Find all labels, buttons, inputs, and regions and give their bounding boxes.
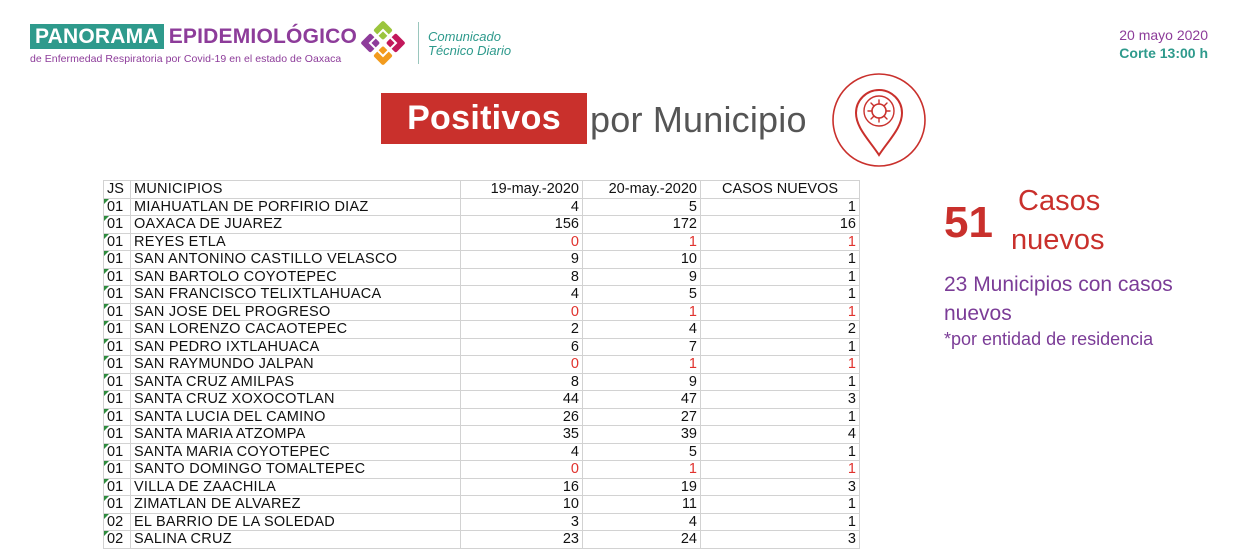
cell-casos-nuevos: 4 bbox=[701, 426, 860, 444]
table-row bbox=[104, 426, 860, 444]
cell-js: 01 bbox=[104, 443, 131, 461]
cell-19-may: 26 bbox=[461, 408, 583, 426]
table-row bbox=[104, 391, 860, 409]
table-row bbox=[104, 356, 860, 374]
cell-js: 01 bbox=[104, 461, 131, 479]
title-highlight: Positivos bbox=[381, 93, 587, 144]
cell-municipio: OAXACA DE JUAREZ bbox=[131, 216, 461, 234]
cell-js: 02 bbox=[104, 513, 131, 531]
date-block bbox=[1119, 26, 1208, 62]
table-row bbox=[104, 496, 860, 514]
report-corte: Corte 13:00 h bbox=[1119, 45, 1208, 61]
cell-19-may: 8 bbox=[461, 268, 583, 286]
table-row bbox=[104, 338, 860, 356]
comunicado-line1: Comunicado bbox=[428, 29, 501, 44]
cell-20-may: 172 bbox=[583, 216, 701, 234]
cell-20-may: 1 bbox=[583, 461, 701, 479]
cell-20-may: 5 bbox=[583, 443, 701, 461]
cell-js: 01 bbox=[104, 478, 131, 496]
cell-19-may: 23 bbox=[461, 531, 583, 549]
brand-block bbox=[30, 24, 357, 65]
cell-19-may: 16 bbox=[461, 478, 583, 496]
cell-casos-nuevos: 1 bbox=[701, 268, 860, 286]
brand-panorama: PANORAMA bbox=[30, 24, 164, 49]
cell-municipio: SAN LORENZO CACAOTEPEC bbox=[131, 321, 461, 339]
cell-municipio: SAN JOSE DEL PROGRESO bbox=[131, 303, 461, 321]
cell-municipio: SANTA CRUZ XOXOCOTLAN bbox=[131, 391, 461, 409]
cell-20-may: 9 bbox=[583, 268, 701, 286]
cell-19-may: 0 bbox=[461, 233, 583, 251]
data-table bbox=[103, 180, 860, 549]
cell-19-may: 35 bbox=[461, 426, 583, 444]
cell-20-may: 9 bbox=[583, 373, 701, 391]
cell-casos-nuevos: 2 bbox=[701, 321, 860, 339]
cell-casos-nuevos: 1 bbox=[701, 233, 860, 251]
brand-epidemiologico: EPIDEMIOLÓGICO bbox=[168, 24, 358, 48]
new-cases-count: 51 bbox=[944, 198, 993, 247]
cell-js: 01 bbox=[104, 321, 131, 339]
cell-js: 01 bbox=[104, 303, 131, 321]
cell-casos-nuevos: 1 bbox=[701, 338, 860, 356]
title-rest: por Municipio bbox=[590, 99, 807, 140]
cell-19-may: 2 bbox=[461, 321, 583, 339]
cell-20-may: 27 bbox=[583, 408, 701, 426]
cell-20-may: 10 bbox=[583, 251, 701, 269]
cell-js: 02 bbox=[104, 531, 131, 549]
report-date: 20 mayo 2020 bbox=[1119, 27, 1208, 43]
colored-diamonds-logo-icon bbox=[358, 18, 408, 73]
cell-js: 01 bbox=[104, 198, 131, 216]
cell-20-may: 1 bbox=[583, 303, 701, 321]
table-row bbox=[104, 216, 860, 234]
cell-municipio: SAN RAYMUNDO JALPAN bbox=[131, 356, 461, 374]
cell-casos-nuevos: 1 bbox=[701, 286, 860, 304]
cell-casos-nuevos: 1 bbox=[701, 513, 860, 531]
cell-js: 01 bbox=[104, 391, 131, 409]
cell-js: 01 bbox=[104, 268, 131, 286]
casos-label: Casos bbox=[1018, 185, 1101, 217]
cell-19-may: 0 bbox=[461, 303, 583, 321]
cell-19-may: 6 bbox=[461, 338, 583, 356]
cell-19-may: 9 bbox=[461, 251, 583, 269]
cell-js: 01 bbox=[104, 496, 131, 514]
comunicado-label bbox=[428, 30, 511, 58]
header-divider bbox=[418, 22, 419, 64]
table-row bbox=[104, 268, 860, 286]
cell-20-may: 7 bbox=[583, 338, 701, 356]
cell-js: 01 bbox=[104, 356, 131, 374]
cell-19-may: 3 bbox=[461, 513, 583, 531]
cell-casos-nuevos: 16 bbox=[701, 216, 860, 234]
cell-municipio: SANTA CRUZ AMILPAS bbox=[131, 373, 461, 391]
cell-casos-nuevos: 1 bbox=[701, 496, 860, 514]
virus-location-pin-icon bbox=[830, 71, 928, 174]
cell-casos-nuevos: 3 bbox=[701, 478, 860, 496]
cell-19-may: 10 bbox=[461, 496, 583, 514]
col-header-casos-nuevos: CASOS NUEVOS bbox=[701, 181, 860, 199]
comunicado-line2: Técnico Diario bbox=[428, 43, 512, 58]
cell-municipio: SANTA MARIA ATZOMPA bbox=[131, 426, 461, 444]
cell-casos-nuevos: 1 bbox=[701, 251, 860, 269]
cell-casos-nuevos: 1 bbox=[701, 408, 860, 426]
cell-20-may: 47 bbox=[583, 391, 701, 409]
cell-casos-nuevos: 1 bbox=[701, 303, 860, 321]
cell-municipio: EL BARRIO DE LA SOLEDAD bbox=[131, 513, 461, 531]
cell-casos-nuevos: 1 bbox=[701, 373, 860, 391]
cell-js: 01 bbox=[104, 216, 131, 234]
cell-19-may: 8 bbox=[461, 373, 583, 391]
cell-municipio: SAN PEDRO IXTLAHUACA bbox=[131, 338, 461, 356]
nuevos-label: nuevos bbox=[1011, 224, 1105, 256]
cell-municipio: SANTO DOMINGO TOMALTEPEC bbox=[131, 461, 461, 479]
table-row bbox=[104, 233, 860, 251]
cell-municipio: SAN BARTOLO COYOTEPEC bbox=[131, 268, 461, 286]
municipios-con-casos: 23 Municipios con casos nuevos bbox=[944, 273, 1173, 325]
cell-js: 01 bbox=[104, 251, 131, 269]
cell-19-may: 0 bbox=[461, 461, 583, 479]
cell-19-may: 156 bbox=[461, 216, 583, 234]
col-header-19-may: 19-may.-2020 bbox=[461, 181, 583, 199]
cell-19-may: 4 bbox=[461, 443, 583, 461]
cell-js: 01 bbox=[104, 233, 131, 251]
cell-casos-nuevos: 1 bbox=[701, 356, 860, 374]
brand-title-row bbox=[30, 24, 357, 49]
cell-casos-nuevos: 1 bbox=[701, 443, 860, 461]
cell-20-may: 5 bbox=[583, 286, 701, 304]
cell-19-may: 4 bbox=[461, 198, 583, 216]
table-row bbox=[104, 198, 860, 216]
cell-municipio: VILLA DE ZAACHILA bbox=[131, 478, 461, 496]
cell-casos-nuevos: 3 bbox=[701, 391, 860, 409]
col-header-municipio: MUNICIPIOS bbox=[131, 181, 461, 199]
cell-municipio: REYES ETLA bbox=[131, 233, 461, 251]
cell-js: 01 bbox=[104, 286, 131, 304]
residencia-note: *por entidad de residencia bbox=[944, 329, 1154, 349]
positivos-table bbox=[103, 180, 860, 549]
table-row bbox=[104, 303, 860, 321]
cell-20-may: 4 bbox=[583, 513, 701, 531]
col-header-js: JS bbox=[104, 181, 131, 199]
cell-municipio: SANTA LUCIA DEL CAMINO bbox=[131, 408, 461, 426]
table-row bbox=[104, 408, 860, 426]
cell-20-may: 39 bbox=[583, 426, 701, 444]
cell-19-may: 4 bbox=[461, 286, 583, 304]
cell-20-may: 24 bbox=[583, 531, 701, 549]
cell-20-may: 19 bbox=[583, 478, 701, 496]
cell-20-may: 1 bbox=[583, 233, 701, 251]
cell-municipio: MIAHUATLAN DE PORFIRIO DIAZ bbox=[131, 198, 461, 216]
table-row bbox=[104, 251, 860, 269]
cell-js: 01 bbox=[104, 408, 131, 426]
table-header-row bbox=[104, 181, 860, 199]
cell-20-may: 5 bbox=[583, 198, 701, 216]
brand-subtitle: de Enfermedad Respiratoria por Covid-19 en el estado de Oaxaca bbox=[30, 53, 342, 65]
cell-municipio: SAN ANTONINO CASTILLO VELASCO bbox=[131, 251, 461, 269]
cell-casos-nuevos: 1 bbox=[701, 198, 860, 216]
table-row bbox=[104, 321, 860, 339]
table-row bbox=[104, 373, 860, 391]
table-row bbox=[104, 531, 860, 549]
table-row bbox=[104, 443, 860, 461]
cell-20-may: 11 bbox=[583, 496, 701, 514]
cell-municipio: SAN FRANCISCO TELIXTLAHUACA bbox=[131, 286, 461, 304]
table-row bbox=[104, 286, 860, 304]
table-row bbox=[104, 461, 860, 479]
table-row bbox=[104, 478, 860, 496]
cell-js: 01 bbox=[104, 426, 131, 444]
cell-19-may: 44 bbox=[461, 391, 583, 409]
col-header-20-may: 20-may.-2020 bbox=[583, 181, 701, 199]
cell-municipio: SALINA CRUZ bbox=[131, 531, 461, 549]
cell-casos-nuevos: 3 bbox=[701, 531, 860, 549]
cell-js: 01 bbox=[104, 373, 131, 391]
cell-casos-nuevos: 1 bbox=[701, 461, 860, 479]
cell-20-may: 4 bbox=[583, 321, 701, 339]
cell-municipio: SANTA MARIA COYOTEPEC bbox=[131, 443, 461, 461]
cell-20-may: 1 bbox=[583, 356, 701, 374]
cell-19-may: 0 bbox=[461, 356, 583, 374]
table-row bbox=[104, 513, 860, 531]
cell-municipio: ZIMATLAN DE ALVAREZ bbox=[131, 496, 461, 514]
cell-js: 01 bbox=[104, 338, 131, 356]
